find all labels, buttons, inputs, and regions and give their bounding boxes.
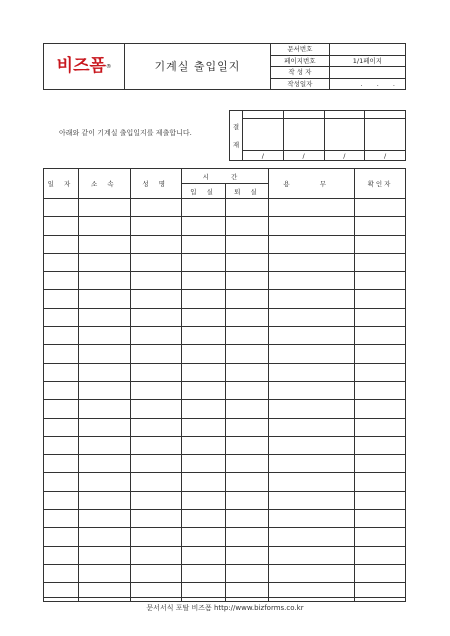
col-header-time: 시 간 <box>181 169 269 184</box>
cell-name[interactable] <box>130 308 181 326</box>
cell-name[interactable] <box>130 436 181 454</box>
intro-text: 아래와 같이 기계실 출입일지를 제출합니다. <box>59 129 192 137</box>
cell-time-in[interactable] <box>181 491 226 509</box>
cell-purpose[interactable] <box>269 199 355 217</box>
cell-time-in[interactable] <box>181 308 226 326</box>
cell-time-out[interactable] <box>226 290 269 308</box>
cell-name[interactable] <box>130 235 181 253</box>
table-row <box>44 436 406 454</box>
page-number-label: 페이지번호 <box>270 55 329 67</box>
col-header-confirmer: 확인자 <box>355 169 406 199</box>
cell-date[interactable] <box>44 418 79 436</box>
doc-number-label: 문서번호 <box>270 44 329 56</box>
created-date-value[interactable]: . . . <box>329 78 405 90</box>
cell-confirmer[interactable] <box>355 564 406 582</box>
cell-department[interactable] <box>78 473 130 491</box>
cell-name[interactable] <box>130 363 181 381</box>
cell-purpose[interactable] <box>269 217 355 235</box>
footer-text: 문서서식 포탈 비즈폼 http://www.bizforms.co.kr <box>146 604 304 612</box>
cell-time-in[interactable] <box>181 217 226 235</box>
cell-time-in[interactable] <box>181 345 226 363</box>
cell-purpose[interactable] <box>269 327 355 345</box>
cell-department[interactable] <box>78 546 130 564</box>
cell-date[interactable] <box>44 290 79 308</box>
approval-header-2 <box>283 111 324 119</box>
cell-date[interactable] <box>44 327 79 345</box>
cell-confirmer[interactable] <box>355 583 406 601</box>
cell-date[interactable] <box>44 455 79 473</box>
approval-header-4 <box>365 111 406 119</box>
cell-time-out[interactable] <box>226 363 269 381</box>
cell-department[interactable] <box>78 528 130 546</box>
document-title: 기계실 출입일지 <box>125 44 271 90</box>
cell-name[interactable] <box>130 455 181 473</box>
cell-purpose[interactable] <box>269 436 355 454</box>
table-row <box>44 528 406 546</box>
cell-name[interactable] <box>130 400 181 418</box>
cell-time-in[interactable] <box>181 381 226 399</box>
cell-name[interactable] <box>130 564 181 582</box>
cell-time-in[interactable] <box>181 253 226 271</box>
cell-time-out[interactable] <box>226 217 269 235</box>
cell-time-in[interactable] <box>181 327 226 345</box>
cell-name[interactable] <box>130 327 181 345</box>
cell-purpose[interactable] <box>269 253 355 271</box>
cell-name[interactable] <box>130 491 181 509</box>
table-row <box>44 253 406 271</box>
cell-department[interactable] <box>78 381 130 399</box>
cell-name[interactable] <box>130 345 181 363</box>
cell-name[interactable] <box>130 546 181 564</box>
cell-confirmer[interactable] <box>355 455 406 473</box>
footer-divider <box>43 597 406 598</box>
approval-label-top: 결 <box>232 122 240 131</box>
cell-name[interactable] <box>130 253 181 271</box>
cell-time-in[interactable] <box>181 363 226 381</box>
cell-date[interactable] <box>44 583 79 601</box>
cell-name[interactable] <box>130 290 181 308</box>
cell-name[interactable] <box>130 510 181 528</box>
cell-time-in[interactable] <box>181 564 226 582</box>
col-header-time-out: 퇴 실 <box>226 184 269 199</box>
cell-purpose[interactable] <box>269 564 355 582</box>
cell-date[interactable] <box>44 491 79 509</box>
approval-date-2[interactable]: / <box>283 151 324 161</box>
cell-time-out[interactable] <box>226 583 269 601</box>
cell-time-in[interactable] <box>181 290 226 308</box>
approval-table <box>229 110 406 161</box>
doc-number-value[interactable] <box>329 44 405 56</box>
cell-purpose[interactable] <box>269 418 355 436</box>
cell-date[interactable] <box>44 345 79 363</box>
cell-confirmer[interactable] <box>355 418 406 436</box>
cell-confirmer[interactable] <box>355 491 406 509</box>
table-row <box>44 455 406 473</box>
registered-mark: ® <box>105 63 112 70</box>
cell-time-out[interactable] <box>226 345 269 363</box>
cell-purpose[interactable] <box>269 308 355 326</box>
cell-confirmer[interactable] <box>355 272 406 290</box>
table-row <box>44 400 406 418</box>
cell-date[interactable] <box>44 528 79 546</box>
cell-time-out[interactable] <box>226 473 269 491</box>
table-row <box>44 418 406 436</box>
cell-confirmer[interactable] <box>355 290 406 308</box>
cell-name[interactable] <box>130 217 181 235</box>
cell-name[interactable] <box>130 199 181 217</box>
cell-department[interactable] <box>78 564 130 582</box>
table-row <box>44 235 406 253</box>
cell-purpose[interactable] <box>269 400 355 418</box>
cell-time-out[interactable] <box>226 510 269 528</box>
cell-time-out[interactable] <box>226 400 269 418</box>
cell-purpose[interactable] <box>269 345 355 363</box>
cell-department[interactable] <box>78 455 130 473</box>
approval-header-3 <box>324 111 365 119</box>
cell-department[interactable] <box>78 418 130 436</box>
cell-confirmer[interactable] <box>355 363 406 381</box>
cell-time-in[interactable] <box>181 272 226 290</box>
table-row <box>44 546 406 564</box>
cell-department[interactable] <box>78 436 130 454</box>
cell-time-out[interactable] <box>226 546 269 564</box>
cell-purpose[interactable] <box>269 235 355 253</box>
cell-date[interactable] <box>44 546 79 564</box>
table-row <box>44 564 406 582</box>
cell-purpose[interactable] <box>269 290 355 308</box>
col-header-date: 일 자 <box>44 169 79 199</box>
cell-confirmer[interactable] <box>355 473 406 491</box>
cell-time-out[interactable] <box>226 455 269 473</box>
logo-text: 비즈폼 <box>56 56 106 76</box>
cell-time-out[interactable] <box>226 308 269 326</box>
cell-confirmer[interactable] <box>355 327 406 345</box>
cell-name[interactable] <box>130 381 181 399</box>
table-row <box>44 510 406 528</box>
approval-sign-2[interactable] <box>283 119 324 151</box>
table-row <box>44 491 406 509</box>
cell-time-out[interactable] <box>226 436 269 454</box>
approval-date-3[interactable]: / <box>324 151 365 161</box>
approval-sign-3[interactable] <box>324 119 365 151</box>
cell-department[interactable] <box>78 290 130 308</box>
cell-confirmer[interactable] <box>355 199 406 217</box>
cell-date[interactable] <box>44 381 79 399</box>
cell-time-out[interactable] <box>226 564 269 582</box>
col-header-purpose: 용 무 <box>269 169 355 199</box>
cell-purpose[interactable] <box>269 473 355 491</box>
approval-date-4[interactable]: / <box>365 151 406 161</box>
cell-department[interactable] <box>78 199 130 217</box>
cell-date[interactable] <box>44 400 79 418</box>
col-header-time-in: 입 실 <box>181 184 226 199</box>
cell-time-out[interactable] <box>226 491 269 509</box>
cell-purpose[interactable] <box>269 272 355 290</box>
cell-purpose[interactable] <box>269 546 355 564</box>
cell-confirmer[interactable] <box>355 436 406 454</box>
cell-department[interactable] <box>78 345 130 363</box>
col-header-department: 소 속 <box>78 169 130 199</box>
approval-label <box>230 111 243 161</box>
cell-date[interactable] <box>44 235 79 253</box>
cell-date[interactable] <box>44 253 79 271</box>
cell-department[interactable] <box>78 217 130 235</box>
cell-time-in[interactable] <box>181 455 226 473</box>
cell-name[interactable] <box>130 528 181 546</box>
cell-purpose[interactable] <box>269 528 355 546</box>
log-table <box>43 168 406 602</box>
cell-name[interactable] <box>130 473 181 491</box>
cell-confirmer[interactable] <box>355 400 406 418</box>
approval-sign-4[interactable] <box>365 119 406 151</box>
cell-time-in[interactable] <box>181 436 226 454</box>
cell-confirmer[interactable] <box>355 217 406 235</box>
cell-department[interactable] <box>78 308 130 326</box>
cell-time-out[interactable] <box>226 418 269 436</box>
table-row <box>44 272 406 290</box>
table-row <box>44 473 406 491</box>
cell-date[interactable] <box>44 473 79 491</box>
cell-department[interactable] <box>78 491 130 509</box>
page-number-value[interactable]: 1/1페이지 <box>329 55 405 67</box>
author-label: 작 성 자 <box>270 67 329 79</box>
cell-confirmer[interactable] <box>355 235 406 253</box>
cell-time-in[interactable] <box>181 235 226 253</box>
cell-name[interactable] <box>130 418 181 436</box>
cell-department[interactable] <box>78 327 130 345</box>
cell-department[interactable] <box>78 510 130 528</box>
cell-confirmer[interactable] <box>355 381 406 399</box>
cell-purpose[interactable] <box>269 363 355 381</box>
approval-label-bottom: 재 <box>232 140 240 149</box>
table-row <box>44 363 406 381</box>
author-value[interactable] <box>329 67 405 79</box>
cell-date[interactable] <box>44 363 79 381</box>
cell-date[interactable] <box>44 217 79 235</box>
cell-confirmer[interactable] <box>355 345 406 363</box>
cell-department[interactable] <box>78 583 130 601</box>
table-row <box>44 308 406 326</box>
cell-purpose[interactable] <box>269 455 355 473</box>
created-date-label: 작성일자 <box>270 78 329 90</box>
cell-purpose[interactable] <box>269 491 355 509</box>
header-table <box>43 43 406 90</box>
logo <box>44 44 125 90</box>
table-row <box>44 381 406 399</box>
cell-time-in[interactable] <box>181 528 226 546</box>
cell-time-in[interactable] <box>181 473 226 491</box>
cell-date[interactable] <box>44 510 79 528</box>
cell-purpose[interactable] <box>269 510 355 528</box>
cell-time-out[interactable] <box>226 327 269 345</box>
log-body <box>44 199 406 602</box>
cell-date[interactable] <box>44 436 79 454</box>
cell-time-in[interactable] <box>181 583 226 601</box>
cell-purpose[interactable] <box>269 583 355 601</box>
cell-time-out[interactable] <box>226 253 269 271</box>
cell-time-out[interactable] <box>226 381 269 399</box>
cell-time-in[interactable] <box>181 510 226 528</box>
table-row <box>44 199 406 217</box>
col-header-name: 성 명 <box>130 169 181 199</box>
cell-time-in[interactable] <box>181 546 226 564</box>
cell-date[interactable] <box>44 564 79 582</box>
table-row <box>44 345 406 363</box>
cell-confirmer[interactable] <box>355 308 406 326</box>
cell-date[interactable] <box>44 308 79 326</box>
cell-confirmer[interactable] <box>355 528 406 546</box>
cell-time-in[interactable] <box>181 199 226 217</box>
cell-department[interactable] <box>78 272 130 290</box>
table-row <box>44 290 406 308</box>
table-row <box>44 217 406 235</box>
cell-department[interactable] <box>78 235 130 253</box>
cell-time-out[interactable] <box>226 528 269 546</box>
approval-date-1[interactable]: / <box>243 151 284 161</box>
cell-date[interactable] <box>44 272 79 290</box>
cell-purpose[interactable] <box>269 381 355 399</box>
cell-confirmer[interactable] <box>355 510 406 528</box>
cell-time-out[interactable] <box>226 235 269 253</box>
cell-time-out[interactable] <box>226 199 269 217</box>
cell-name[interactable] <box>130 272 181 290</box>
table-row <box>44 583 406 601</box>
approval-sign-1[interactable] <box>243 119 284 151</box>
cell-date[interactable] <box>44 199 79 217</box>
cell-department[interactable] <box>78 253 130 271</box>
cell-department[interactable] <box>78 363 130 381</box>
cell-confirmer[interactable] <box>355 253 406 271</box>
table-row <box>44 327 406 345</box>
cell-department[interactable] <box>78 400 130 418</box>
cell-confirmer[interactable] <box>355 546 406 564</box>
cell-name[interactable] <box>130 583 181 601</box>
approval-header-1 <box>243 111 284 119</box>
cell-time-in[interactable] <box>181 418 226 436</box>
cell-time-in[interactable] <box>181 400 226 418</box>
cell-time-out[interactable] <box>226 272 269 290</box>
